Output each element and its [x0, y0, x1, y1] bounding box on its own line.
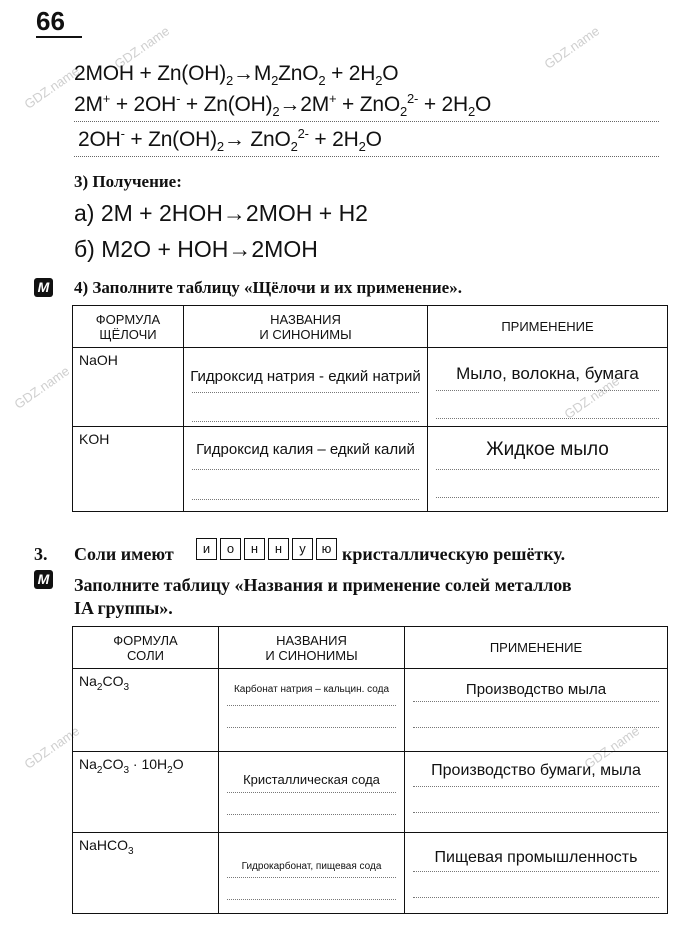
watermark: GDZ.name	[21, 723, 83, 772]
watermark: GDZ.name	[111, 23, 173, 72]
column-header-formula: ФОРМУЛА СОЛИ	[73, 627, 219, 669]
obtaining-line-a: а) 2M + 2HOH→2MOH + H2	[74, 200, 368, 226]
method-mark-icon: М	[34, 570, 53, 589]
names-text: Гидроксид натрия - едкий натрий	[190, 368, 421, 385]
column-header-formula: ФОРМУЛА ЩЁЛОЧИ	[73, 306, 184, 348]
task3-text-after: кристаллическую решётку.	[342, 544, 566, 564]
names-cell	[184, 427, 428, 512]
column-header-names: НАЗВАНИЯ И СИНОНИМЫ	[184, 306, 428, 348]
formula-cell	[73, 348, 184, 427]
table-row	[73, 669, 668, 752]
watermark: GDZ.name	[21, 63, 83, 112]
use-cell	[428, 348, 668, 427]
column-header-use: ПРИМЕНЕНИЕ	[405, 627, 668, 669]
names-cell	[184, 348, 428, 427]
letter-box: н	[268, 538, 289, 560]
names-cell	[219, 833, 405, 914]
equation-short-ionic: $2OH^- + Zn(OH)_2\to ZnO_2^{2-} + 2H_2O$	[78, 126, 382, 155]
method-mark-icon: М	[34, 278, 53, 297]
use-text: Мыло, волокна, бумага	[456, 364, 639, 383]
names-cell	[219, 669, 405, 752]
table-row	[73, 348, 668, 427]
use-text: Производство мыла	[465, 681, 607, 698]
watermark: GDZ.name	[11, 363, 73, 412]
formula-text: KOH	[79, 431, 110, 447]
salts-table	[72, 626, 668, 914]
dotted-line	[74, 121, 659, 122]
task3-number: 3.	[34, 544, 48, 564]
names-text: Гидроксид калия – едкий калий	[196, 441, 415, 458]
names-cell	[219, 752, 405, 833]
watermark: GDZ.name	[581, 723, 643, 772]
equation-molecular: $2MOH + Zn(OH)_2\to M_2ZnO_2 + 2H_2O$	[74, 62, 399, 89]
formula-cell	[73, 427, 184, 512]
letter-box: ю	[316, 538, 337, 560]
table-row	[73, 752, 668, 833]
formula-cell	[73, 752, 219, 833]
task3-heading-line1: Заполните таблицу «Названия и применение солей металлов	[74, 575, 572, 595]
letter-box: у	[292, 538, 313, 560]
use-text: Производство бумаги, мыла	[431, 762, 641, 779]
use-cell	[405, 752, 668, 833]
watermark: GDZ.name	[541, 23, 603, 72]
equation-full-ionic: $2M^+ + 2OH^- + Zn(OH)_2\to 2M^+ + ZnO_2^{2-} + 2H_2O$	[74, 91, 492, 120]
formula-text: $Na_2CO_3$	[79, 673, 130, 693]
letter-box: и	[196, 538, 217, 560]
letter-box: о	[220, 538, 241, 560]
page-number: 66	[36, 6, 65, 36]
use-text: Пищевая промышленность	[434, 849, 638, 866]
formula-cell	[73, 669, 219, 752]
task4-heading: 4) Заполните таблицу «Щёлочи и их применение».	[74, 278, 462, 297]
letter-boxes	[196, 538, 337, 560]
formula-text: NaOH	[79, 352, 118, 368]
use-text: Жидкое мыло	[486, 439, 609, 460]
use-cell	[428, 427, 668, 512]
table-row	[73, 833, 668, 914]
column-header-use: ПРИМЕНЕНИЕ	[428, 306, 668, 348]
page-number-underline	[36, 36, 82, 38]
column-header-names: НАЗВАНИЯ И СИНОНИМЫ	[219, 627, 405, 669]
names-text: Гидрокарбонат, пищевая сода	[241, 861, 382, 872]
formula-text: NaHCO$_3$	[79, 837, 134, 857]
letter-box: н	[244, 538, 265, 560]
names-text: Карбонат натрия – кальцин. сода	[233, 684, 390, 695]
task3-heading-line2: IA группы».	[74, 598, 173, 618]
table-header-row	[73, 627, 668, 669]
obtaining-line-b: б) M2O + HOH→2MOH	[74, 236, 318, 262]
obtaining-heading: 3) Получение:	[74, 172, 182, 191]
table-row	[73, 427, 668, 512]
use-cell	[405, 833, 668, 914]
alkali-table	[72, 305, 668, 512]
use-cell	[405, 669, 668, 752]
names-text: Кристаллическая сода	[243, 772, 380, 787]
formula-text: $Na_2CO_3 \cdot 10H_2O$	[79, 756, 184, 776]
task3-text-before: Соли имеют	[74, 544, 174, 564]
dotted-line	[74, 156, 659, 157]
formula-cell	[73, 833, 219, 914]
watermark: GDZ.name	[561, 373, 623, 422]
table-header-row	[73, 306, 668, 348]
